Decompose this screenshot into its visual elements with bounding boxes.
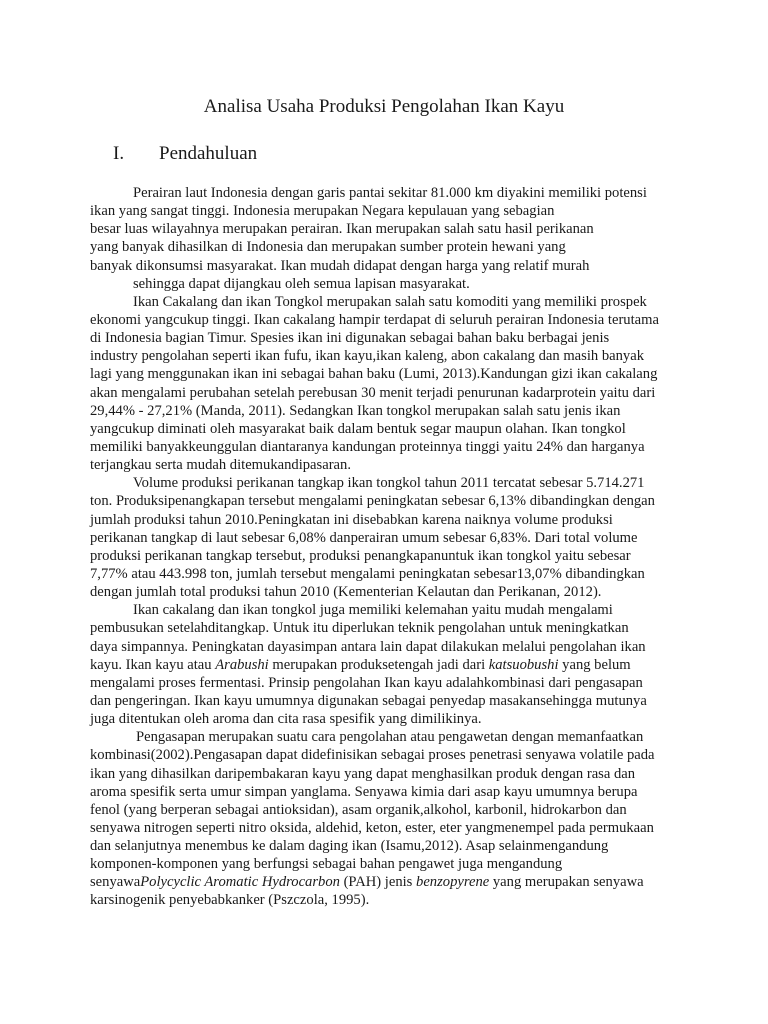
text-line: di Indonesia bagian Timur. Spesies ikan ini digunakan sebagai bahan baku berbagai jenis bbox=[90, 330, 610, 347]
text-line: 7,77% atau 443.998 ton, jumlah tersebut mengalami peningkatan sebesar13,07% dibandingkan bbox=[90, 565, 645, 582]
text-run: senyawa bbox=[90, 874, 141, 891]
text-line: dengan jumlah total produksi tahun 2010 (Kementerian Kelautan dan Perikanan, 2012). bbox=[90, 584, 602, 601]
text-line: sehingga dapat dijangkau oleh semua lapisan masyarakat. bbox=[133, 275, 470, 292]
text-line: senyawa nitrogen seperti nitro oksida, aldehid, keton, ester, eter yangmenempel pada permukaan bbox=[90, 819, 654, 836]
italic-term-arabushi: Arabushi bbox=[215, 656, 269, 673]
text-line: fenol (yang berperan sebagai antioksidan), asam organik,alkohol, karbonil, hidrokarbon dan bbox=[90, 801, 627, 818]
italic-term-benzopyrene: benzopyrene bbox=[416, 874, 490, 891]
text-run: (PAH) jenis bbox=[339, 874, 417, 891]
text-run: yang belum bbox=[558, 656, 631, 673]
text-line: akan mengalami perubahan setelah perebusan 30 menit terjadi penurunan kadarprotein yaitu dari bbox=[90, 384, 656, 401]
text-run: kayu. Ikan kayu atau bbox=[90, 656, 216, 673]
text-line: ikan yang sangat tinggi. Indonesia merupakan Negara kepulauan yang sebagian bbox=[90, 203, 555, 220]
text-line: yang banyak dihasilkan di Indonesia dan merupakan sumber protein hewani yang bbox=[90, 239, 566, 256]
text-line: jumlah produksi tahun 2010.Peningkatan ini disebabkan karena naiknya volume produksi bbox=[90, 511, 613, 528]
section-heading bbox=[113, 142, 257, 166]
text-line: dan pengeringan. Ikan kayu umumnya digunakan sebagai penyedap masakansehingga mutunya bbox=[90, 692, 647, 709]
text-line: memiliki banyakkeunggulan diantaranya kandungan proteinnya tinggi yaitu 24% dan harganya bbox=[90, 438, 645, 455]
text-line: Volume produksi perikanan tangkap ikan tongkol tahun 2011 tercatat sebesar 5.714.271 bbox=[133, 475, 645, 492]
text-run: merupakan produksetengah jadi dari bbox=[268, 656, 489, 673]
document-title: Analisa Usaha Produksi Pengolahan Ikan Kayu bbox=[203, 96, 565, 117]
text-line: Ikan cakalang dan ikan tongkol juga memiliki kelemahan yaitu mudah mengalami bbox=[133, 602, 613, 619]
text-line: komponen-komponen yang berfungsi sebagai bahan pengawet juga mengandung bbox=[90, 856, 563, 873]
text-line: karsinogenik penyebabkanker (Pszczola, 1995). bbox=[90, 892, 370, 909]
section-title: Pendahuluan bbox=[159, 143, 258, 164]
text-line: pembusukan setelahditangkap. Untuk itu diperlukan teknik pengolahan untuk meningkatkan bbox=[90, 620, 629, 637]
text-line: lagi yang menggunakan ikan ini sebagai bahan baku (Lumi, 2013).Kandungan gizi ikan cakalang bbox=[90, 366, 658, 383]
italic-term-pah: Polycyclic Aromatic Hydrocarbon bbox=[140, 874, 340, 891]
text-line: terjangkau serta mudah ditemukandipasaran. bbox=[90, 457, 351, 474]
text-line: perikanan tangkap di laut sebesar 6,08% danperairan umum sebesar 6,83%. Dari total volume bbox=[90, 529, 638, 546]
text-line: ikan yang dihasilkan daripembakaran kayu yang dapat menghasilkan produk dengan rasa dan bbox=[90, 765, 636, 782]
text-line: besar luas wilayahnya merupakan perairan. Ikan merupakan salah satu hasil perikanan bbox=[90, 221, 594, 238]
text-line: industry pengolahan seperti ikan fufu, ikan kayu,ikan kaleng, abon cakalang dan masih banyak bbox=[90, 348, 644, 365]
section-number: I. bbox=[113, 143, 125, 164]
text-line bbox=[90, 873, 659, 891]
text-line: aroma spesifik serta umur simpan yanglama. Senyawa kimia dari asap kayu umumnya berupa bbox=[90, 783, 638, 800]
text-run: yang merupakan senyawa bbox=[489, 874, 644, 891]
body-text bbox=[90, 184, 659, 910]
text-line: Pengasapan merupakan suatu cara pengolahan atau pengawetan dengan memanfaatkan bbox=[136, 729, 644, 746]
text-line: dan selanjutnya menembus ke dalam daging ikan (Isamu,2012). Asap selainmengandung bbox=[90, 838, 609, 855]
italic-term-katsuobushi: katsuobushi bbox=[488, 656, 559, 673]
text-line: produksi perikanan tangkap tersebut, produksi penangkapanuntuk ikan tongkol yaitu sebesar bbox=[90, 547, 631, 564]
text-line: daya simpannya. Peningkatan dayasimpan antara lain dapat dilakukan melalui pengolahan ikan bbox=[90, 638, 646, 655]
text-line: ekonomi yangcukup tinggi. Ikan cakalang hampir terdapat di seluruh perairan Indonesia terutama bbox=[90, 311, 659, 328]
text-line: yangcukup diminati oleh masyarakat baik dalam bentuk segar maupun olahan. Ikan tongkol bbox=[90, 420, 626, 437]
text-line: 29,44% - 27,21% (Manda, 2011). Sedangkan Ikan tongkol merupakan salah satu jenis ikan bbox=[90, 402, 621, 419]
text-line: ton. Produksipenangkapan tersebut mengalami peningkatan sebesar 6,13% dibandingkan dengan bbox=[90, 493, 655, 510]
text-line: kombinasi(2002).Pengasapan dapat didefinisikan sebagai proses penetrasi senyawa volatile pada bbox=[90, 747, 655, 764]
text-line: Ikan Cakalang dan ikan Tongkol merupakan salah satu komoditi yang memiliki prospek bbox=[133, 293, 647, 310]
text-line: mengalami proses fermentasi. Prinsip pengolahan Ikan kayu adalahkombinasi dari pengasapan bbox=[90, 674, 643, 691]
text-line: banyak dikonsumsi masyarakat. Ikan mudah didapat dengan harga yang relatif murah bbox=[90, 257, 590, 274]
text-line bbox=[90, 656, 659, 674]
text-line: Perairan laut Indonesia dengan garis pantai sekitar 81.000 km diyakini memiliki potensi bbox=[133, 185, 647, 201]
text-line: juga ditentukan oleh aroma dan cita rasa spesifik yang dimilikinya. bbox=[90, 711, 482, 728]
